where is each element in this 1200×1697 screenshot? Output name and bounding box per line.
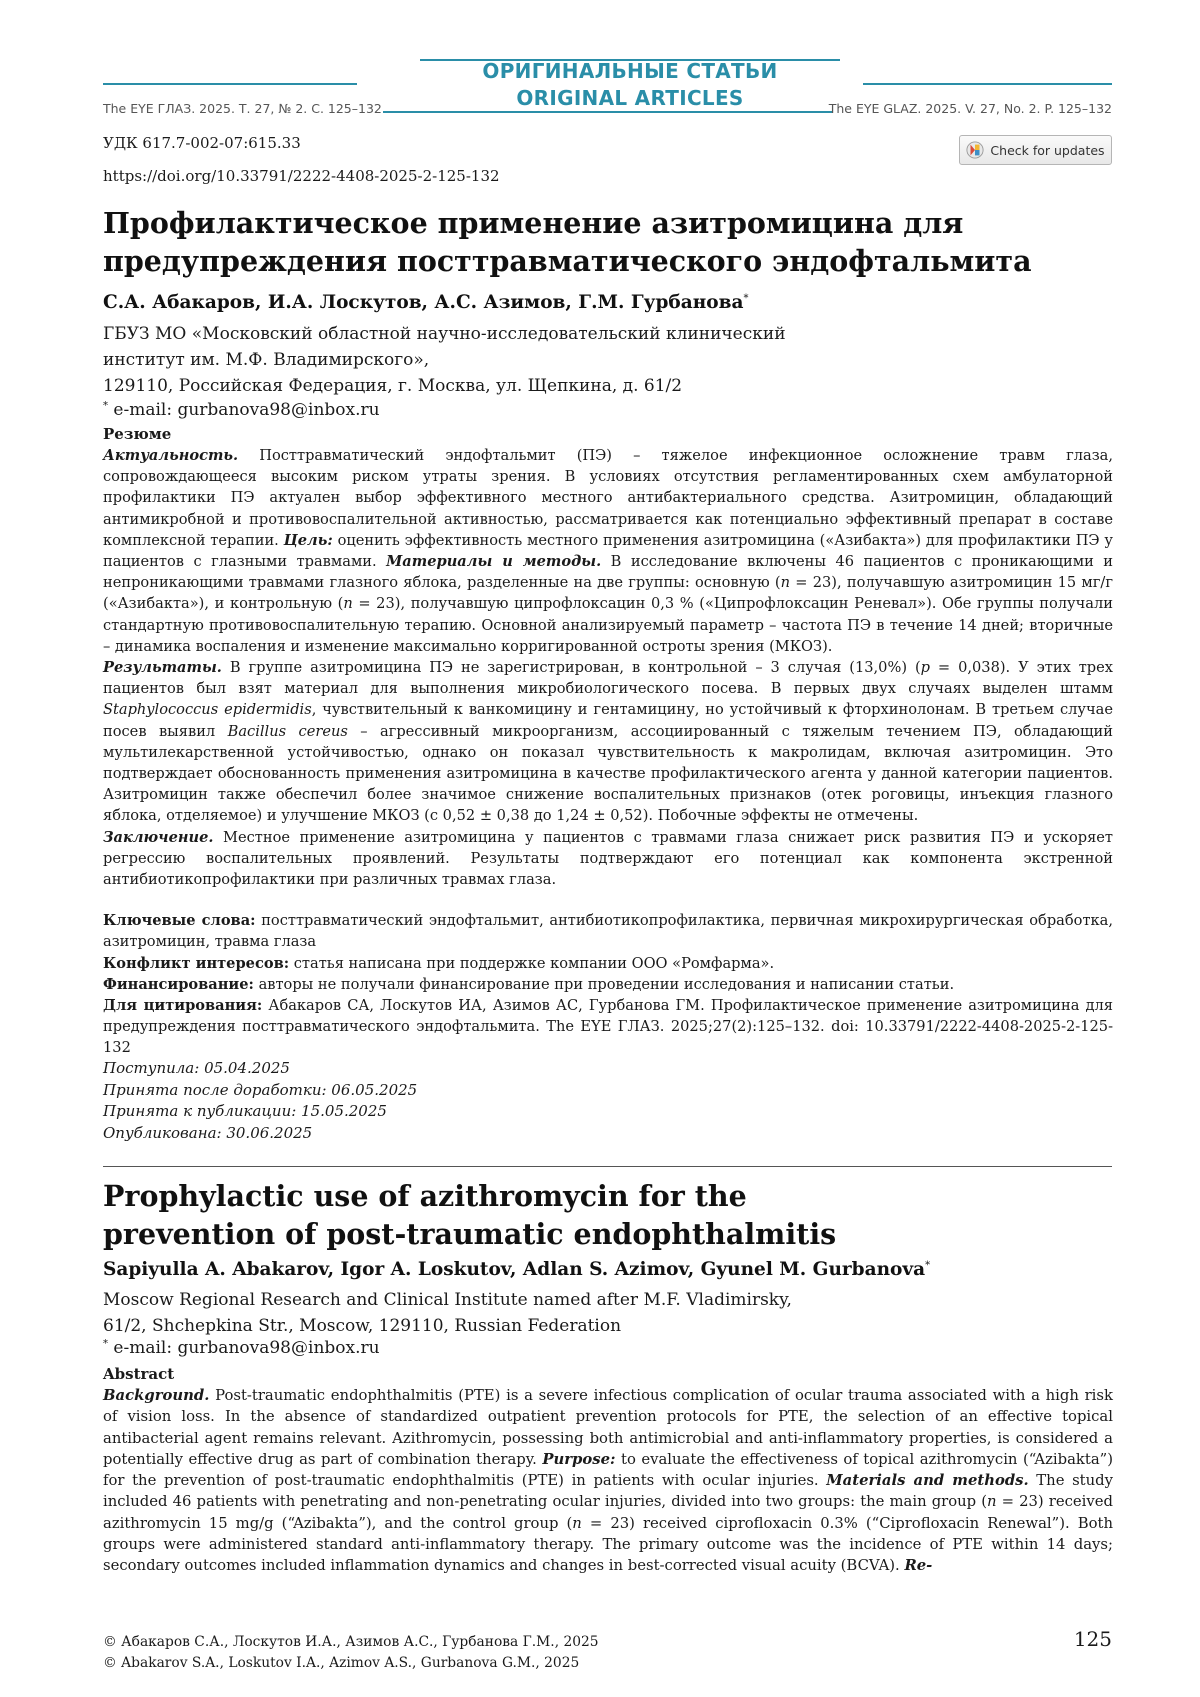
copyright-ru: © Абакаров С.А., Лоскутов И.А., Азимов А.С., Гурбанова Г.М., 2025 [103, 1634, 599, 1650]
funding-label: Финансирование: [103, 976, 254, 993]
affiliation-en-line-1: Moscow Regional Research and Clinical Institute named after M.F. Vladimirsky, [103, 1290, 792, 1310]
abstract-text: = 23) received ciprofloxacin 0.3% (“Ciprofloxacin Renewal”). Both groups were administered standard anti-inflammatory therapy. The primary outcome was the incidence of PTE within 14 days; secondary outcomes included inflammation dynamics and changes in best-corrected visual acuity (BCVA). [103, 1514, 1113, 1575]
abstract-text: , чувствительный к ванкомицину и гентамицину, но устойчивый к фторхинолонам. В третьем случае посев выявил [103, 701, 1113, 740]
date-revised: Принята после доработки: 06.05.2025 [103, 1080, 418, 1099]
abstract-text: оценить эффективность местного применения азитромицина («Азибакта») для профилактики ПЭ у пациентов с глазными травмами. [103, 531, 1114, 571]
abstract-text: The study included 46 patients with penetrating and non-penetrating ocular injuries, divided into two groups: the main group ( [103, 1472, 1113, 1511]
abstract-var: p [920, 659, 930, 677]
abstract-heading-en: Abstract [103, 1365, 175, 1383]
keywords-text: посттравматический эндофтальмит, антибиотикопрофилактика, первичная микрохирургическая обработка, азитромицин, травма глаза [103, 912, 1113, 951]
abstract-label: Результаты. [103, 659, 222, 677]
copyright-en: © Abakarov S.A., Loskutov I.A., Azimov A.S., Gurbanova G.M., 2025 [103, 1655, 580, 1671]
udk-code: УДК 617.7-002-07:615.33 [103, 134, 301, 152]
abstract-var: n [343, 595, 353, 613]
citation-label: Для цитирования: [103, 997, 263, 1014]
running-head-ru: The EYE ГЛАЗ. 2025. Т. 27, № 2. С. 125–132 [103, 101, 382, 116]
authors-en-text: Sapiyulla A. Abakarov, Igor A. Loskutov, Adlan S. Azimov, Gyunel M. Gurbanova [103, 1259, 926, 1280]
crossmark-icon [966, 141, 984, 159]
abstract-label: Материалы и методы. [386, 553, 602, 571]
affiliation-ru-line-1: ГБУЗ МО «Московский областной научно-исследовательский клинический институт им. М.Ф. Владимирского», [103, 324, 786, 370]
funding-text: авторы не получали финансирование при проведении исследования и написании статьи. [258, 976, 955, 993]
abstract-var: n [572, 1514, 582, 1532]
conflict-ru [103, 953, 1113, 974]
abstract-species: Bacillus cereus [227, 722, 348, 740]
copyright [103, 1632, 599, 1674]
authors-en [103, 1259, 930, 1280]
check-for-updates-button[interactable] [959, 135, 1112, 165]
abstract-species: Staphylococcus epidermidis [103, 701, 312, 719]
title-ru: Профилактическое применение азитромицина для предупреждения посттравматического эндофтальмита [103, 206, 1032, 278]
abstract-en [103, 1385, 1113, 1577]
funding-ru [103, 974, 1113, 995]
abstract-label: Актуальность. [103, 447, 239, 464]
abstract-var: n [987, 1493, 997, 1511]
abstract-text: = 23), получавшую азитромицин 15 мг/г («Азибакта»), и контрольную ( [103, 574, 1113, 613]
abstract-label: Цель: [283, 531, 333, 549]
doi-link[interactable]: https://doi.org/10.33791/2222-4408-2025-2-125-132 [103, 167, 500, 185]
article-dates [103, 1058, 417, 1144]
affiliation-ru-line-2: 129110, Российская Федерация, г. Москва, ул. Щепкина, д. 61/2 [103, 376, 683, 396]
abstract-label: Background. [103, 1387, 210, 1404]
authors-ru-text: С.А. Абакаров, И.А. Лоскутов, А.С. Азимов, Г.М. Гурбанова [103, 292, 744, 313]
corresponding-mark: * [925, 1259, 931, 1271]
abstract-heading-ru: Резюме [103, 425, 172, 443]
section-category [400, 58, 860, 112]
conflict-text: статья написана при поддержке компании ООО «Ромфарма». [293, 955, 775, 972]
email-ru[interactable]: * e-mail: gurbanova98@inbox.ru [103, 400, 380, 420]
abstract-label: Materials and methods. [826, 1472, 1029, 1490]
affiliation-ru [103, 321, 1103, 399]
keywords-ru [103, 910, 1113, 952]
running-head-en: The EYE GLAZ. 2025. V. 27, No. 2. P. 125–132 [828, 101, 1112, 116]
email-en-text: e-mail: gurbanova98@inbox.ru [113, 1338, 380, 1358]
citation-text: Абакаров СА, Лоскутов ИА, Азимов АС, Гурбанова ГМ. Профилактическое применение азитромицина для предупреждения посттравматического эндофтальмита. The EYE ГЛАЗ. 2025;27(2):125–132. doi: 10.33791/2222-4408-2025-2-125-132 [103, 997, 1113, 1057]
check-for-updates-label: Check for updates [990, 142, 1105, 158]
abstract-text: Местное применение азитромицина у пациентов с травмами глаза снижает риск развития ПЭ и ускоряет регрессию воспалительных проявлений. Результаты подтверждают его потенциал как компонента экстренной антибиотикопрофилактики при различных травмах глаза. [103, 828, 1114, 889]
section-category-en: ORIGINAL ARTICLES [516, 86, 744, 110]
page-number: 125 [1073, 1627, 1112, 1651]
header-rule-right [863, 83, 1112, 85]
authors-ru [103, 292, 748, 313]
citation-ru [103, 995, 1113, 1059]
abstract-ru [103, 445, 1113, 890]
abstract-text: = 0,038). У этих трех пациентов был взят материал для выполнения микробиологического посева. В первых двух случаях выделен штамм [103, 659, 1114, 698]
header-rule-left [103, 83, 357, 85]
abstract-text: Посттравматический эндофтальмит (ПЭ) – тяжелое инфекционное осложнение травм глаза, сопровождающееся высоким риском утраты зрения. В условиях отсутствия регламентированных схем амбулаторной профилактики ПЭ актуален выбор эффективного местного антибактериального средства. Азитромицин, обладающий антимикробной и противовоспалительной активностью, рассматривается как потенциально эффективный препарат в составе комплексной терапии. [103, 447, 1114, 549]
section-category-ru: ОРИГИНАЛЬНЫЕ СТАТЬИ [482, 59, 778, 83]
abstract-label: Re- [904, 1557, 933, 1575]
abstract-text: – агрессивный микроорганизм, ассоциированный с тяжелым течением ПЭ, обладающий мультилекарственной устойчивостью, однако он показал чувствительность к макролидам, включая азитромицин. Это подтверждает обоснованность применения азитромицина в качестве профилактического агента у данной категории пациентов. Азитромицин также обеспечил более значимое снижение воспалительных признаков (отек роговицы, инъекция глазного яблока, отделяемое) и улучшение МКОЗ (с 0,52 ± 0,38 до 1,24 ± 0,52). Побочные эффекты не отмечены. [103, 722, 1113, 825]
abstract-var: n [780, 574, 791, 592]
abstract-text: = 23), получавшую ципрофлоксацин 0,3 % («Ципрофлоксацин Реневал»). Обе группы получали стандартную противовоспалительную терапию. Основной анализируемый параметр – частота ПЭ в течение 14 дней; вторичные – динамика воспаления и изменение максимально корригированной остроты зрения (МКОЗ). [103, 595, 1113, 655]
title-en: Prophylactic use of azithromycin for the prevention of post-traumatic endophthalmitis [103, 1179, 837, 1251]
date-published: Опубликована: 30.06.2025 [103, 1123, 313, 1142]
abstract-text: Post-traumatic endophthalmitis (PTE) is a severe infectious complication of ocular trauma associated with a high risk of vision loss. In the absence of standardized outpatient prevention protocols for PTE, the selection of an effective topical antibacterial agent remains relevant. Azithromycin, possessing both antimicrobial and anti-inflammatory properties, is considered a potentially effective drug as part of combination therapy. [103, 1387, 1113, 1468]
date-accepted: Принята к публикации: 15.05.2025 [103, 1102, 387, 1120]
date-received: Поступила: 05.04.2025 [103, 1059, 290, 1077]
corresponding-mark: * [743, 292, 749, 304]
language-divider [103, 1166, 1112, 1167]
email-ru-text: e-mail: gurbanova98@inbox.ru [113, 400, 380, 420]
abstract-text: В группе азитромицина ПЭ не зарегистрирован, в контрольной – 3 случая (13,0%) ( [229, 659, 921, 677]
keywords-label: Ключевые слова: [103, 912, 256, 929]
affiliation-en [103, 1287, 1103, 1339]
abstract-label: Заключение. [103, 828, 214, 846]
abstract-text: to evaluate the effectiveness of topical azithromycin (“Azibakta”) for the prevention of post-traumatic endophthalmitis (PTE) in patients with ocular injuries. [103, 1450, 1113, 1490]
abstract-text: В исследование включены 46 пациентов с проникающими и непроникающими травмами глазного яблока, разделенные на две группы: основную ( [103, 553, 1114, 592]
conflict-label: Конфликт интересов: [103, 955, 290, 972]
email-en[interactable]: * e-mail: gurbanova98@inbox.ru [103, 1338, 380, 1358]
affiliation-en-line-2: 61/2, Shchepkina Str., Moscow, 129110, Russian Federation [103, 1316, 622, 1336]
abstract-text: = 23) received azithromycin 15 mg/g (“Azibakta”), and the control group ( [103, 1493, 1113, 1532]
abstract-label: Purpose: [542, 1450, 616, 1468]
